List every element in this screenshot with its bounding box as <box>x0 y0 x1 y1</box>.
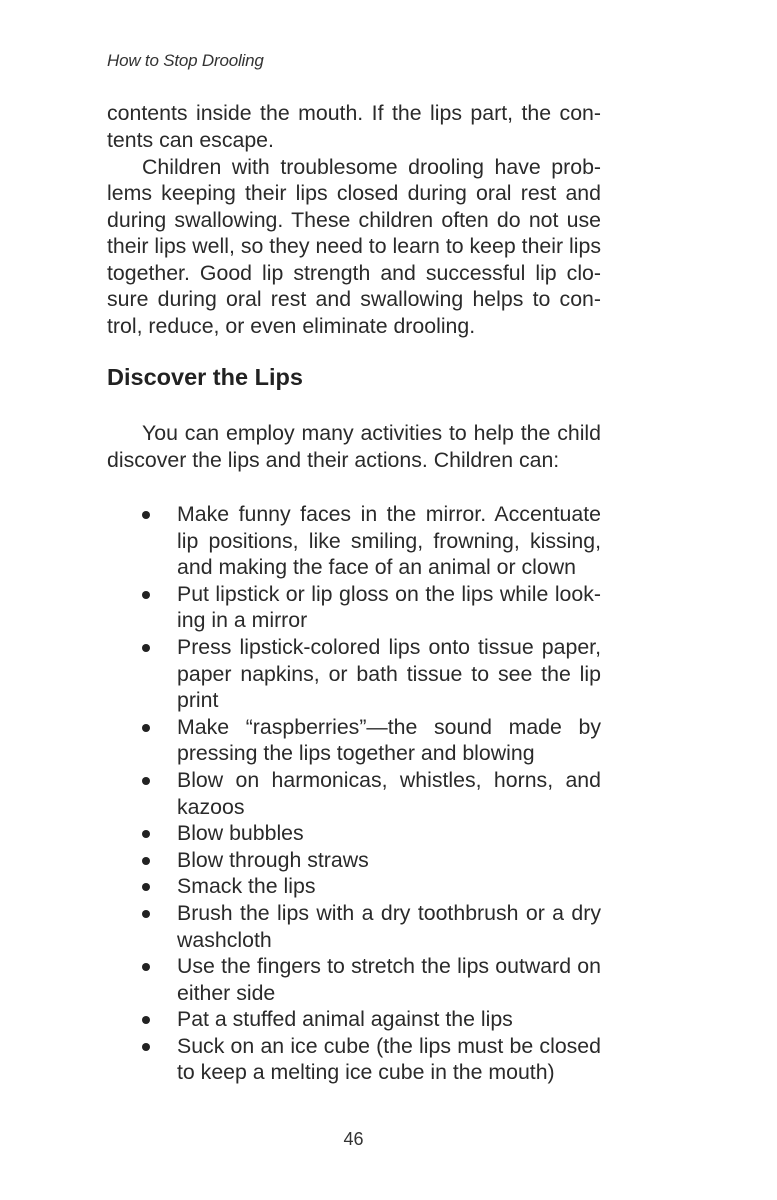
bullet-item-line: Blow bubbles <box>177 821 304 846</box>
section-heading: Discover the Lips <box>107 364 303 390</box>
bullet-icon <box>142 883 150 891</box>
bullet-list-item <box>107 1006 601 1033</box>
bullet-item-line: Put lipstick or lip gloss on the lips while look- <box>177 581 601 606</box>
paragraph-line: sure during oral rest and swallowing helps to con- <box>107 287 601 312</box>
paragraph-line: tents can escape. <box>107 127 274 152</box>
bullet-icon <box>142 591 150 599</box>
bullet-icon <box>142 644 150 652</box>
paragraph-line: Children with troublesome drooling have prob- <box>142 154 601 179</box>
paragraph-line: trol, reduce, or even eliminate drooling. <box>107 314 476 339</box>
bullet-item-line: to keep a melting ice cube in the mouth) <box>177 1060 555 1085</box>
bullet-item-line: ing in a mirror <box>177 608 308 633</box>
bullet-list-item <box>107 581 601 634</box>
activity-bullet-list <box>107 501 601 1086</box>
bullet-item-line: Press lipstick-colored lips onto tissue paper, <box>177 634 601 659</box>
bullet-item-line: Make funny faces in the mirror. Accentuate <box>177 502 601 526</box>
bullet-list-item <box>107 900 601 953</box>
bullet-icon <box>142 1043 150 1051</box>
paragraph-line: contents inside the mouth. If the lips part, the con- <box>107 101 601 125</box>
bullet-icon <box>142 1016 150 1024</box>
bullet-item-line: kazoos <box>177 794 245 819</box>
paragraph-line: You can employ many activities to help the child <box>142 421 601 445</box>
bullet-item-line: paper napkins, or bath tissue to see the lip <box>177 661 601 686</box>
bullet-item-line: Make “raspberries”—the sound made by <box>177 714 601 739</box>
page-number: 46 <box>343 1129 364 1149</box>
bullet-item-line: Smack the lips <box>177 874 316 899</box>
bullet-icon <box>142 511 150 519</box>
paragraph-drooling-problems <box>107 154 601 340</box>
bullet-list-item <box>107 873 601 900</box>
bullet-list-item <box>107 634 601 714</box>
bullet-icon <box>142 910 150 918</box>
bullet-list-item <box>107 820 601 847</box>
bullet-list-item <box>107 1033 601 1086</box>
bullet-item-line: Suck on an ice cube (the lips must be closed <box>177 1033 601 1058</box>
bullet-list-item <box>107 953 601 1006</box>
bullet-item-line: Blow on harmonicas, whistles, horns, and <box>177 767 601 792</box>
bullet-list-item <box>107 501 601 581</box>
bullet-icon <box>142 777 150 785</box>
bullet-item-line: and making the face of an animal or clown <box>177 555 576 580</box>
bullet-item-line: either side <box>177 980 276 1005</box>
bullet-icon <box>142 830 150 838</box>
bullet-list-item <box>107 714 601 767</box>
bullet-list-item <box>107 767 601 820</box>
paragraph-continuation <box>107 100 601 153</box>
bullet-item-line: Use the fingers to stretch the lips outward on <box>177 954 601 979</box>
bullet-item-line: pressing the lips together and blowing <box>177 741 535 766</box>
paragraph-intro-activities <box>107 420 601 473</box>
bullet-item-line: lip positions, like smiling, frowning, kissing, <box>177 528 601 553</box>
paragraph-line: lems keeping their lips closed during oral rest and <box>107 181 601 206</box>
paragraph-line: during swallowing. These children often do not use <box>107 207 601 232</box>
bullet-item-line: Brush the lips with a dry toothbrush or a dry <box>177 900 601 925</box>
bullet-icon <box>142 857 150 865</box>
paragraph-line: together. Good lip strength and successful lip clo- <box>107 260 601 285</box>
bullet-item-line: washcloth <box>177 927 272 952</box>
paragraph-line: their lips well, so they need to learn to keep their lips <box>107 234 601 259</box>
bullet-icon <box>142 724 150 732</box>
bullet-item-line: print <box>177 688 219 713</box>
bullet-list-item <box>107 847 601 874</box>
bullet-item-line: Blow through straws <box>177 847 369 872</box>
running-head: How to Stop Drooling <box>107 51 264 70</box>
paragraph-line: discover the lips and their actions. Children can: <box>107 447 560 472</box>
bullet-item-line: Pat a stuffed animal against the lips <box>177 1007 513 1032</box>
bullet-icon <box>142 963 150 971</box>
